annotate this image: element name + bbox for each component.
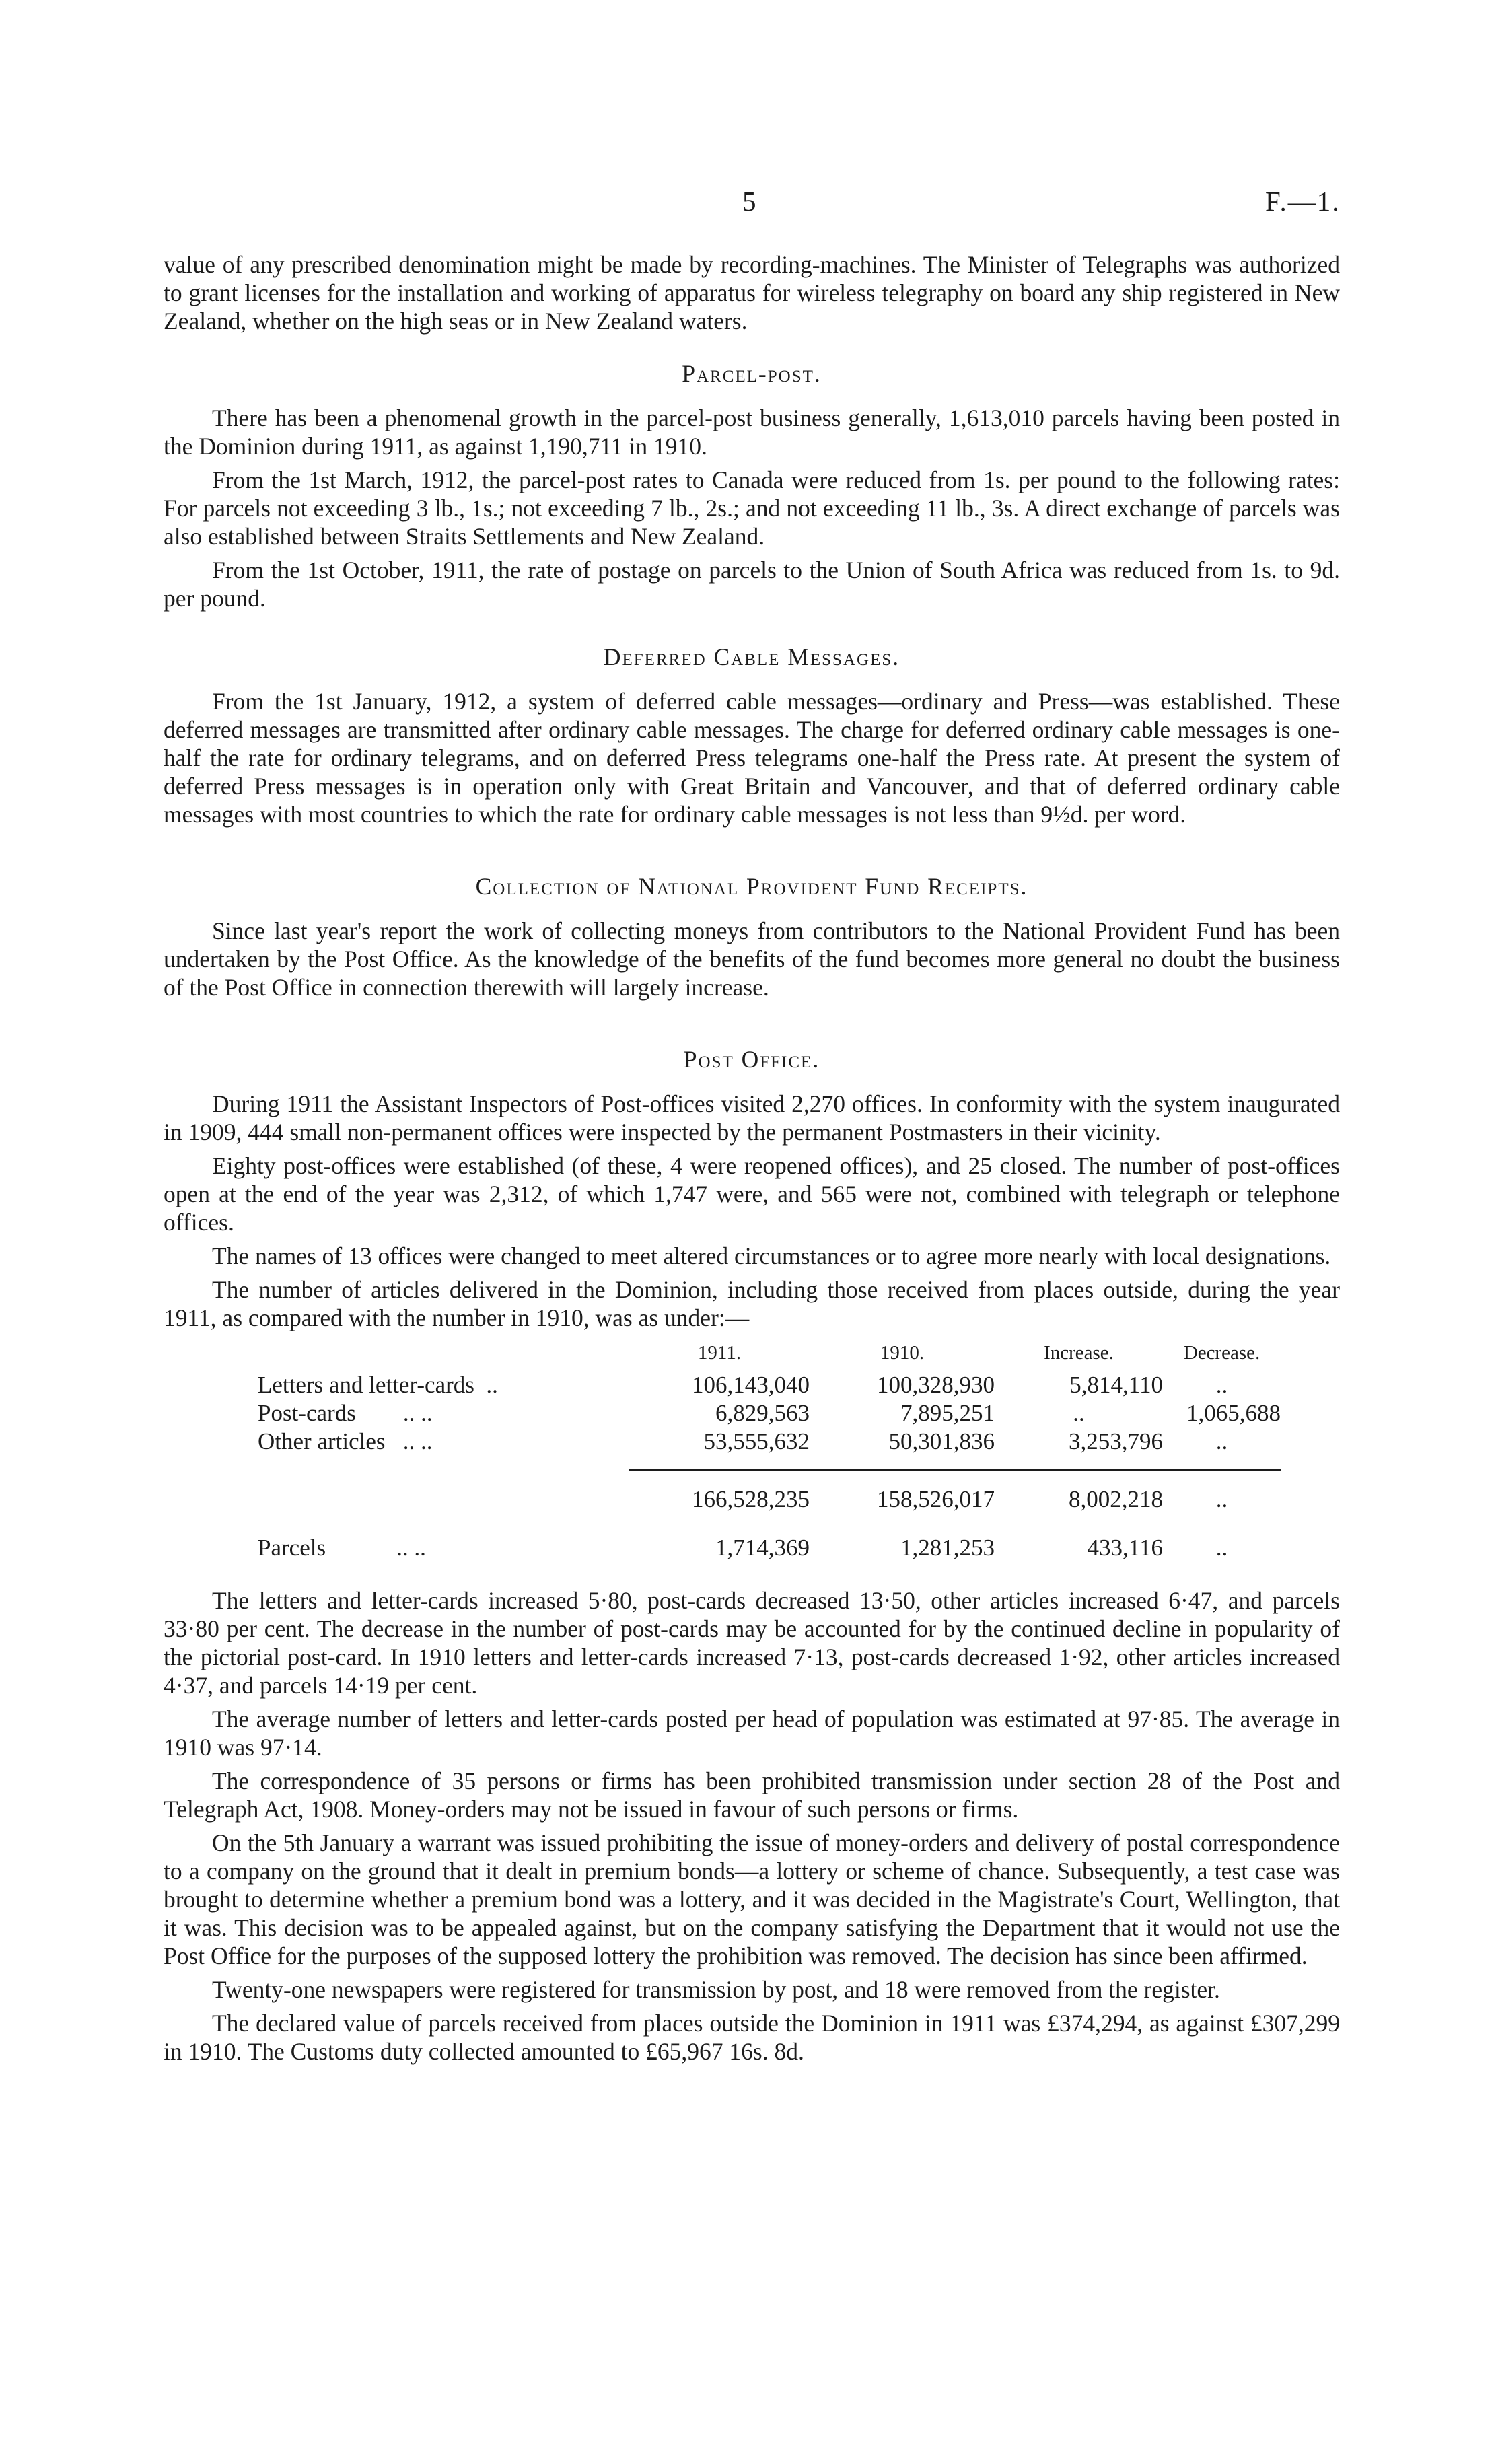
body-text xyxy=(164,250,1340,2071)
column-header-decrease: Decrease. xyxy=(1183,1342,1260,1364)
table-row xyxy=(258,1428,1281,1456)
cell-decrease: .. xyxy=(1215,1428,1228,1454)
total-decrease: .. xyxy=(1215,1486,1228,1512)
page-number: 5 xyxy=(742,186,756,217)
cell-1910: 7,895,251 xyxy=(900,1400,995,1426)
heading-parcel-post: Parcel-post. xyxy=(682,360,822,387)
post-office-paragraph-9: Twenty-one newspapers were registered for transmission by post, and 18 were removed from the register. xyxy=(212,1976,1220,2003)
cell-1910: 50,301,836 xyxy=(888,1428,995,1454)
deferred-cable-paragraph-1: From the 1st January, 1912, a system of deferred cable messages—ordinary and Press—was established. These deferred messages are transmitted after ordinary cable messages. The charge for deferred ordinary cable messages is one-half the rate for ordinary telegrams, and on deferred Press telegrams one-half the Press rate. At present the system of deferred Press messages is in operation only with Great Britain and Vancouver, and that of deferred ordinary cable messages with most countries to which the rate for ordinary cable messages is not less than 9½d. per word. xyxy=(164,688,1340,828)
document-reference: F.—1. xyxy=(1265,186,1341,217)
post-office-paragraph-7: The correspondence of 35 persons or firms has been prohibited transmission under section 28 of the Post and Telegraph Act, 1908. Money-orders may not be issued in favour of such persons or firms. xyxy=(164,1767,1340,1823)
cell-increase: .. xyxy=(1073,1400,1085,1426)
cell-1910: 100,328,930 xyxy=(877,1372,995,1398)
cell-1911: 53,555,632 xyxy=(703,1428,810,1454)
heading-deferred-cable-messages: Deferred Cable Messages. xyxy=(603,643,900,670)
column-header-1911: 1911. xyxy=(697,1342,742,1364)
row-label: Other articles xyxy=(258,1428,386,1454)
sum-rule xyxy=(995,1456,1163,1470)
row-label: Letters and letter-cards xyxy=(258,1372,474,1398)
row-leader: .. xyxy=(486,1372,498,1398)
row-leader: .. .. xyxy=(402,1400,433,1426)
row-label: Parcels xyxy=(258,1535,326,1561)
page-header xyxy=(0,185,1494,225)
intro-paragraph: value of any prescribed denomination might be made by recording-machines. The Minister of Telegraphs was authorized to grant licenses for the installation and working of apparatus for wireless telegraphy on board any ship registered in New Zealand, whether on the high seas or in New Zealand waters. xyxy=(164,251,1340,335)
sum-rule xyxy=(1163,1456,1281,1470)
cell-increase: 5,814,110 xyxy=(1069,1372,1163,1398)
table-row xyxy=(258,1399,1281,1428)
heading-provident-fund: Collection of National Provident Fund Receipts. xyxy=(475,873,1028,900)
row-leader: .. .. xyxy=(402,1428,433,1454)
parcel-post-paragraph-1: There has been a phenomenal growth in the parcel-post business generally, 1,613,010 parcels having been posted in the Dominion during 1911, as against 1,190,711 in 1910. xyxy=(164,404,1340,460)
post-office-paragraph-1: During 1911 the Assistant Inspectors of Post-offices visited 2,270 offices. In conformity with the system inaugurated in 1909, 444 small non-permanent offices were inspected by the permanent Postmasters in their vicinity. xyxy=(164,1090,1340,1146)
table-rule-row xyxy=(258,1456,1281,1470)
cell-decrease: .. xyxy=(1215,1535,1228,1561)
cell-1911: 106,143,040 xyxy=(692,1372,810,1398)
cell-decrease: 1,065,688 xyxy=(1186,1400,1281,1426)
cell-1910: 1,281,253 xyxy=(900,1535,995,1561)
total-increase: 8,002,218 xyxy=(1069,1486,1163,1512)
cell-increase: 3,253,796 xyxy=(1069,1428,1163,1454)
row-leader: .. .. xyxy=(396,1535,426,1561)
post-office-paragraph-5: The letters and letter-cards increased 5·80, post-cards decreased 13·50, other articles increased 6·47, and parcels 33·80 per cent. The decrease in the number of post-cards may be accounted for by the continued decline in popularity of the pictorial post-card. In 1910 letters and letter-cards increased 7·13, post-cards decreased 1·92, other articles increased 4·37, and parcels 14·19 per cent. xyxy=(164,1587,1340,1699)
provident-fund-paragraph-1: Since last year's report the work of collecting moneys from contributors to the National Provident Fund has been undertaken by the Post Office. As the knowledge of the benefits of the fund becomes more general no doubt the business of the Post Office in connection therewith will largely increase. xyxy=(164,917,1340,1001)
post-office-paragraph-10: The declared value of parcels received from places outside the Dominion in 1911 was £374,294, as against £307,299 in 1910. The Customs duty collected amounted to £65,967 16s. 8d. xyxy=(164,2010,1340,2065)
row-label: Post-cards xyxy=(258,1400,356,1426)
heading-post-office: Post Office. xyxy=(683,1046,820,1073)
parcel-post-paragraph-2: From the 1st March, 1912, the parcel-post rates to Canada were reduced from 1s. per pound to the following rates: For parcels not exceeding 3 lb., 1s.; not exceeding 7 lb., 2s.; and not exceeding 11 lb., 3s. A direct exchange of parcels was also established between Straits Settlements and New Zealand. xyxy=(164,466,1340,550)
articles-delivered-table xyxy=(164,1339,1340,1562)
column-header-1910: 1910. xyxy=(880,1342,925,1364)
post-office-paragraph-8: On the 5th January a warrant was issued prohibiting the issue of money-orders and delivery of postal correspondence to a company on the ground that it dealt in premium bonds—a lottery or scheme of chance. Subsequently, a test case was brought to determine whether a premium bond was a lottery, and it was decided in the Magistrate's Court, Wellington, that it was. This decision was to be appealed against, but on the company satisfying the Department that it would not use the Post Office for the purposes of the supposed lottery the prohibition was removed. The decision has since been affirmed. xyxy=(164,1829,1340,1969)
post-office-paragraph-6: The average number of letters and letter-cards posted per head of population was estimated at 97·85. The average in 1910 was 97·14. xyxy=(164,1705,1340,1761)
table-header-row xyxy=(258,1339,1281,1371)
table-row xyxy=(258,1371,1281,1399)
parcel-post-paragraph-3: From the 1st October, 1911, the rate of postage on parcels to the Union of South Africa was reduced from 1s. to 9d. per pound. xyxy=(164,557,1340,612)
sum-rule xyxy=(629,1456,810,1470)
column-header-increase: Increase. xyxy=(1044,1342,1114,1364)
table-total-row xyxy=(258,1470,1281,1514)
cell-1911: 6,829,563 xyxy=(715,1400,810,1426)
post-office-paragraph-4: The number of articles delivered in the Dominion, including those received from places outside, during the year 1911, as compared with the number in 1910, was as under:— xyxy=(164,1276,1340,1331)
total-1910: 158,526,017 xyxy=(877,1486,995,1512)
post-office-paragraph-2: Eighty post-offices were established (of these, 4 were reopened offices), and 25 closed. The number of post-offices open at the end of the year was 2,312, of which 1,747 were, and 565 were not, combined with telegraph or telephone offices. xyxy=(164,1152,1340,1236)
cell-increase: 433,116 xyxy=(1087,1535,1163,1561)
sum-rule xyxy=(810,1456,995,1470)
table-row-parcels xyxy=(258,1514,1281,1562)
cell-1911: 1,714,369 xyxy=(715,1535,810,1561)
total-1911: 166,528,235 xyxy=(692,1486,810,1512)
post-office-paragraph-3: The names of 13 offices were changed to meet altered circumstances or to agree more nearly with local designations. xyxy=(212,1242,1331,1269)
cell-decrease: .. xyxy=(1215,1372,1228,1398)
